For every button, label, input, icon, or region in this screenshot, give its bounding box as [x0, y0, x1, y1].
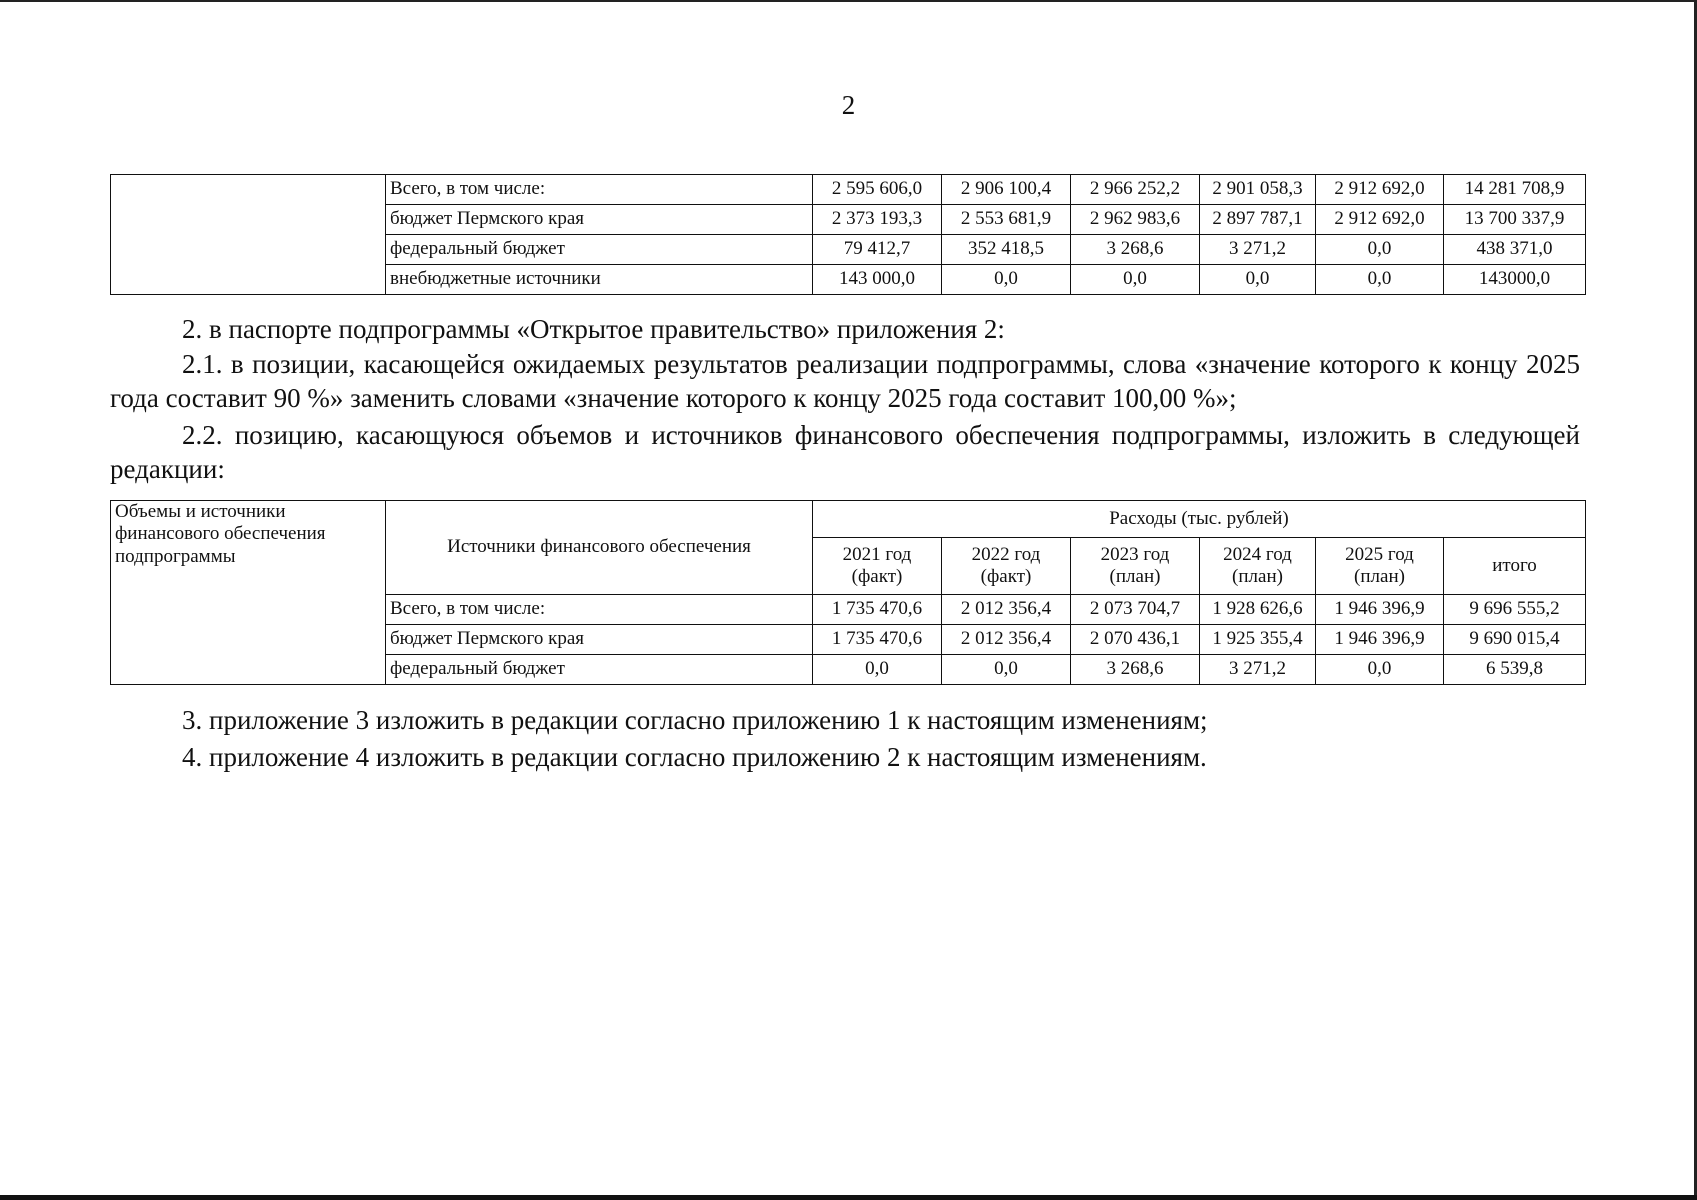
value-cell: 2 373 193,3 [813, 205, 942, 235]
expenses-header: Расходы (тыс. рублей) [813, 501, 1586, 538]
value-cell: 1 928 626,6 [1200, 595, 1316, 625]
sources-header: Источники финансового обеспечения [386, 501, 813, 595]
source-cell: внебюджетные источники [386, 265, 813, 295]
value-cell: 1 735 470,6 [813, 595, 942, 625]
value-cell: 0,0 [942, 655, 1071, 685]
year-header: 2022 год (факт) [942, 538, 1071, 595]
paragraph-3: 3. приложение 3 изложить в редакции согласно приложению 1 к настоящим изменениям; [182, 705, 1208, 735]
value-cell: 1 925 355,4 [1200, 625, 1316, 655]
page-border-bottom [0, 1195, 1697, 1200]
value-cell: 2 901 058,3 [1200, 175, 1316, 205]
year-header: 2024 год (план) [1200, 538, 1316, 595]
source-cell: федеральный бюджет [386, 235, 813, 265]
financing-volume-label: Объемы и источники финансового обеспечения подпрограммы [111, 501, 386, 685]
value-cell: 3 268,6 [1071, 235, 1200, 265]
total-cell: 9 696 555,2 [1444, 595, 1586, 625]
page-number: 2 [841, 90, 856, 120]
value-cell: 3 268,6 [1071, 655, 1200, 685]
value-cell: 79 412,7 [813, 235, 942, 265]
value-cell: 1 946 396,9 [1316, 625, 1444, 655]
year-header: 2025 год (план) [1316, 538, 1444, 595]
value-cell: 2 912 692,0 [1316, 175, 1444, 205]
financing-table-continued [110, 174, 1586, 295]
value-cell: 0,0 [1316, 265, 1444, 295]
value-cell: 352 418,5 [942, 235, 1071, 265]
source-cell: Всего, в том числе: [386, 595, 813, 625]
value-cell: 2 070 436,1 [1071, 625, 1200, 655]
value-cell: 143 000,0 [813, 265, 942, 295]
paragraph-2: 2. в паспорте подпрограммы «Открытое правительство» приложения 2: [182, 314, 1005, 344]
paragraph-2-1: 2.1. в позиции, касающейся ожидаемых результатов реализации подпрограммы, слова «значение которого к концу 2025 года составит 90 %» заменить словами «значение которого к концу 2025 года составит 100,00 %»; [110, 349, 1580, 413]
source-cell: бюджет Пермского края [386, 205, 813, 235]
value-cell: 1 735 470,6 [813, 625, 942, 655]
value-cell: 1 946 396,9 [1316, 595, 1444, 625]
value-cell: 2 912 692,0 [1316, 205, 1444, 235]
value-cell: 2 012 356,4 [942, 595, 1071, 625]
value-cell: 2 906 100,4 [942, 175, 1071, 205]
empty-first-cell [111, 175, 386, 295]
value-cell: 2 966 252,2 [1071, 175, 1200, 205]
total-header: итого [1444, 538, 1586, 595]
page-border-top [0, 0, 1697, 2]
total-cell: 143000,0 [1444, 265, 1586, 295]
value-cell: 2 553 681,9 [942, 205, 1071, 235]
value-cell: 2 073 704,7 [1071, 595, 1200, 625]
value-cell: 0,0 [1200, 265, 1316, 295]
total-cell: 13 700 337,9 [1444, 205, 1586, 235]
value-cell: 0,0 [1071, 265, 1200, 295]
table-row [111, 175, 1586, 205]
total-cell: 438 371,0 [1444, 235, 1586, 265]
value-cell: 0,0 [942, 265, 1071, 295]
value-cell: 0,0 [1316, 235, 1444, 265]
value-cell: 3 271,2 [1200, 655, 1316, 685]
year-header: 2023 год (план) [1071, 538, 1200, 595]
value-cell: 0,0 [813, 655, 942, 685]
subprogram-financing-table [110, 500, 1586, 685]
source-cell: бюджет Пермского края [386, 625, 813, 655]
value-cell: 3 271,2 [1200, 235, 1316, 265]
value-cell: 2 012 356,4 [942, 625, 1071, 655]
value-cell: 2 897 787,1 [1200, 205, 1316, 235]
source-cell: федеральный бюджет [386, 655, 813, 685]
value-cell: 2 595 606,0 [813, 175, 942, 205]
value-cell: 2 962 983,6 [1071, 205, 1200, 235]
paragraph-4: 4. приложение 4 изложить в редакции согласно приложению 2 к настоящим изменениям. [182, 742, 1207, 772]
year-header: 2021 год (факт) [813, 538, 942, 595]
header-row [111, 501, 1586, 538]
value-cell: 0,0 [1316, 655, 1444, 685]
source-cell: Всего, в том числе: [386, 175, 813, 205]
total-cell: 14 281 708,9 [1444, 175, 1586, 205]
total-cell: 9 690 015,4 [1444, 625, 1586, 655]
paragraph-2-2: 2.2. позицию, касающуюся объемов и источников финансового обеспечения подпрограммы, изложить в следующей редакции: [110, 420, 1580, 484]
total-cell: 6 539,8 [1444, 655, 1586, 685]
